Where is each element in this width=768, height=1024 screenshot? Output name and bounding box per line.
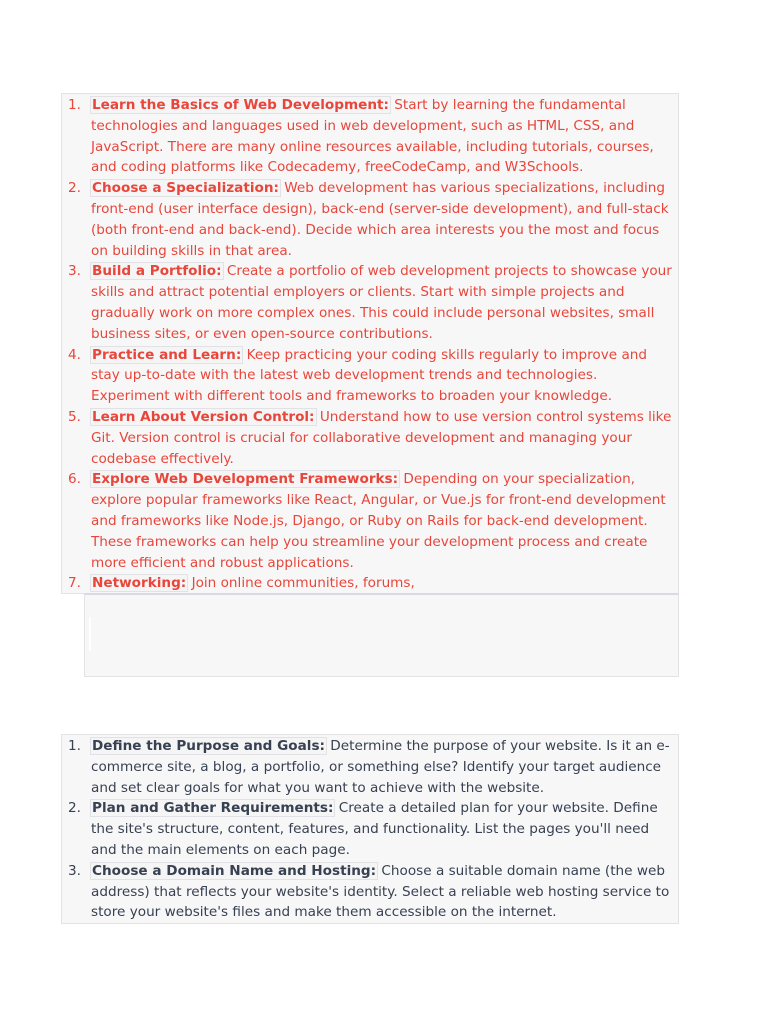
item-number: 7. [68,575,81,592]
item-text: Join online communities, forums, [187,575,415,592]
text-cursor [89,617,91,651]
list-item [62,861,678,923]
empty-continuation-block [84,593,679,677]
item-number: 1. [68,97,81,113]
list-item [62,573,678,594]
list-item [62,178,678,261]
item-term: Choose a Domain Name and Hosting: [92,862,377,879]
list-item [62,798,678,860]
item-term: Networking: [92,575,187,592]
website-planning-steps-block [61,734,679,924]
item-text: Keep practicing your coding skills regularly to improve and stay up-to-date with the latest web development trends and technologies. Experiment with different tools and frameworks to broaden your knowledge. [91,346,648,405]
list-item [62,407,678,469]
item-text: Web development has various specializations, including front-end (user interface design), back-end (server-side development), and full-stack (both front-end and back-end). Decide which area interests you the most and focus on building skills in that area. [91,180,669,259]
item-number: 2. [68,800,81,817]
item-number: 6. [68,471,81,488]
item-number: 5. [68,408,81,425]
item-term: Choose a Specialization: [92,180,279,197]
item-term: Build a Portfolio: [92,263,222,280]
item-text: Create a detailed plan for your website. Define the site's structure, content, features, and functionality. List the pages you'll need and the main elements on each page. [91,800,658,858]
item-term: Define the Purpose and Goals: [92,738,325,754]
web-development-steps-block [61,93,679,594]
item-term: Plan and Gather Requirements: [92,800,334,817]
list-item [62,736,678,798]
item-term: Practice and Learn: [92,346,242,363]
list-item [62,469,678,573]
list-item [62,345,678,407]
list-item [62,261,678,344]
item-text: Create a portfolio of web development projects to showcase your skills and attract potential employers or clients. Start with simple projects and gradually work on more complex ones. This could include personal websites, small business sites, or even open-source contributions. [91,263,672,342]
item-term: Learn the Basics of Web Development: [92,97,389,113]
list-item [62,95,678,178]
item-text: Understand how to use version control systems like Git. Version control is crucial for collaborative development and managing your codebase effectively. [91,408,672,467]
item-term: Explore Web Development Frameworks: [92,471,399,488]
item-term: Learn About Version Control: [92,408,315,425]
item-text: Choose a suitable domain name (the web address) that reflects your website's identity. Select a reliable web hosting service to store your website's files and make them accessible on the internet. [91,862,670,921]
item-number: 2. [68,180,81,197]
item-text: Depending on your specialization, explore popular frameworks like React, Angular, or Vue.js for front-end development and frameworks like Node.js, Django, or Ruby on Rails for back-end development. These frameworks can help you streamline your development process and create more efficient and robust applications. [91,471,666,571]
item-number: 3. [68,862,81,879]
website-planning-steps-list [62,736,678,923]
item-number: 4. [68,346,81,363]
web-development-steps-list [62,95,678,594]
item-text: Determine the purpose of your website. Is it an e-commerce site, a blog, a portfolio, or something else? Identify your target audience and set clear goals for what you want to achieve with the website. [91,738,670,796]
item-text: Start by learning the fundamental technologies and languages used in web development, such as HTML, CSS, and JavaScript. There are many online resources available, including tutorials, courses, and coding platforms like Codecademy, freeCodeCamp, and W3Schools. [91,97,654,176]
item-number: 1. [68,738,81,754]
item-number: 3. [68,263,81,280]
